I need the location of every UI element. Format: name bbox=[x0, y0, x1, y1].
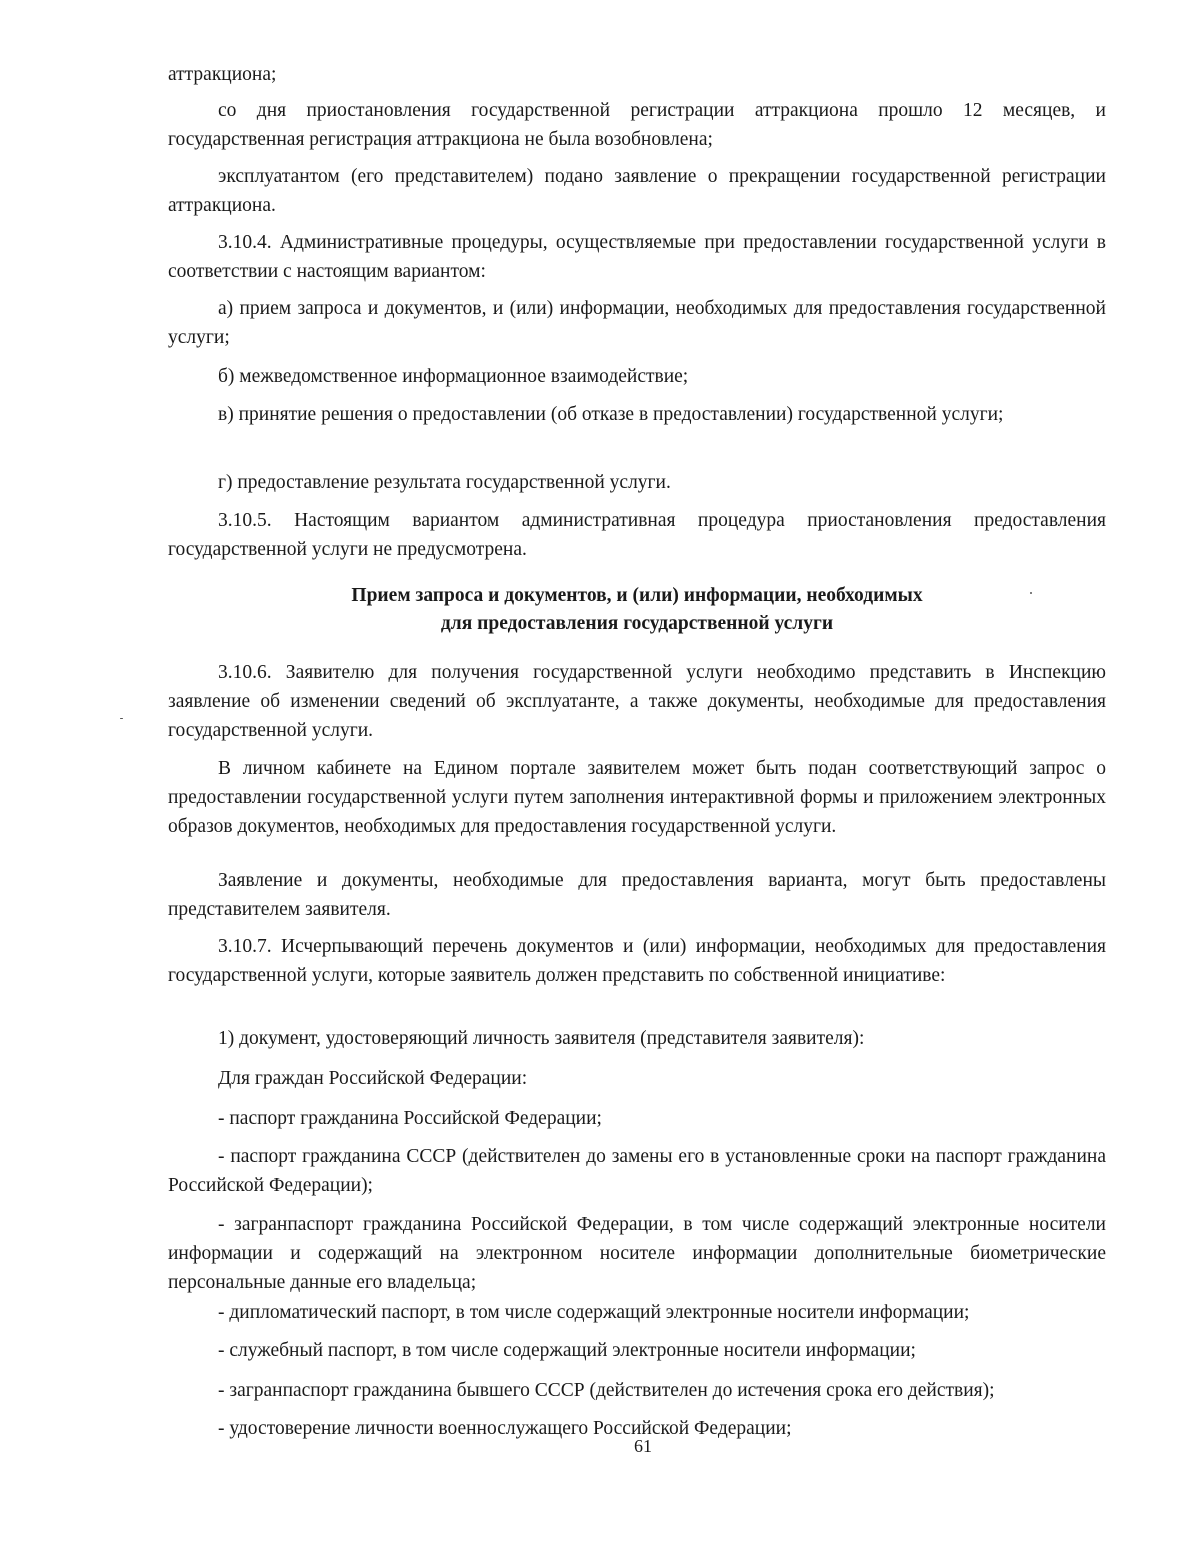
paragraph-termination-application: эксплуатантом (его представителем) подано заявление о прекращении государственной регистрации аттракциона. bbox=[168, 166, 1106, 216]
list-dash-passport-rf: - паспорт гражданина Российской Федерации; bbox=[218, 1108, 602, 1129]
paragraph-continuation: аттракциона; bbox=[168, 64, 277, 85]
paragraph-3-10-4: 3.10.4. Административные процедуры, осуществляемые при предоставлении государственной услуги в соответствии с настоящим вариантом: bbox=[168, 232, 1106, 282]
page-number: 61 bbox=[634, 1436, 652, 1456]
section-heading-line2: для предоставления государственной услуги bbox=[440, 613, 834, 634]
paragraph-registration-suspended: со дня приостановления государственной регистрации аттракциона прошло 12 месяцев, и государственная регистрация аттракциона не была возобновлена; bbox=[168, 100, 1106, 150]
list-item-b: б) межведомственное информационное взаимодействие; bbox=[218, 366, 689, 387]
list-dash-passport-ussr: - паспорт гражданина СССР (действителен до замены его в установленные сроки на паспорт гражданина Российской Федерации); bbox=[168, 1146, 1106, 1196]
list-dash-diplomatic-passport: - дипломатический паспорт, в том числе содержащий электронные носители информации; bbox=[218, 1302, 970, 1323]
paragraph-3-10-6: 3.10.6. Заявителю для получения государственной услуги необходимо представить в Инспекцию заявление об изменении сведений об эксплуатанте, а также документы, необходимые для предоставления государственной услуги. bbox=[168, 662, 1106, 741]
list-dash-foreign-passport-ussr: - загранпаспорт гражданина бывшего СССР (действителен до истечения срока его действия); bbox=[218, 1380, 995, 1401]
paragraph-3-10-5: 3.10.5. Настоящим вариантом административная процедура приостановления предоставления государственной услуги не предусмотрена. bbox=[168, 510, 1106, 560]
scan-speck bbox=[1030, 592, 1032, 594]
list-dash-military-id: - удостоверение личности военнослужащего Российской Федерации; bbox=[218, 1418, 792, 1439]
paragraph-representative: Заявление и документы, необходимые для предоставления варианта, могут быть предоставлены представителем заявителя. bbox=[168, 870, 1106, 920]
list-dash-foreign-passport-rf: - загранпаспорт гражданина Российской Федерации, в том числе содержащий электронные носители информации и содержащий на электронном носителе информации дополнительные биометрические персональные данные его владельца; bbox=[168, 1214, 1106, 1293]
section-heading-line1: Прием запроса и документов, и (или) информации, необходимых bbox=[351, 585, 923, 606]
list-item-v: в) принятие решения о предоставлении (об отказе в предоставлении) государственной услуги; bbox=[218, 404, 1004, 425]
list-item-a: а) прием запроса и документов, и (или) информации, необходимых для предоставления государственной услуги; bbox=[168, 298, 1106, 348]
paragraph-3-10-7: 3.10.7. Исчерпывающий перечень документов и (или) информации, необходимых для предоставления государственной услуги, которые заявитель должен представить по собственной инициативе: bbox=[168, 936, 1106, 986]
section-heading bbox=[168, 582, 1106, 638]
list-item-1: 1) документ, удостоверяющий личность заявителя (представителя заявителя): bbox=[218, 1028, 865, 1049]
scan-speck bbox=[120, 718, 123, 719]
paragraph-rf-citizens: Для граждан Российской Федерации: bbox=[218, 1068, 528, 1089]
list-item-g: г) предоставление результата государственной услуги. bbox=[218, 472, 671, 493]
paragraph-personal-cabinet: В личном кабинете на Едином портале заявителем может быть подан соответствующий запрос о предоставлении государственной услуги путем заполнения интерактивной формы и приложением электронных образов документов, необходимых для предоставления государственной услуги. bbox=[168, 758, 1106, 837]
list-dash-service-passport: - служебный паспорт, в том числе содержащий электронные носители информации; bbox=[218, 1340, 916, 1361]
